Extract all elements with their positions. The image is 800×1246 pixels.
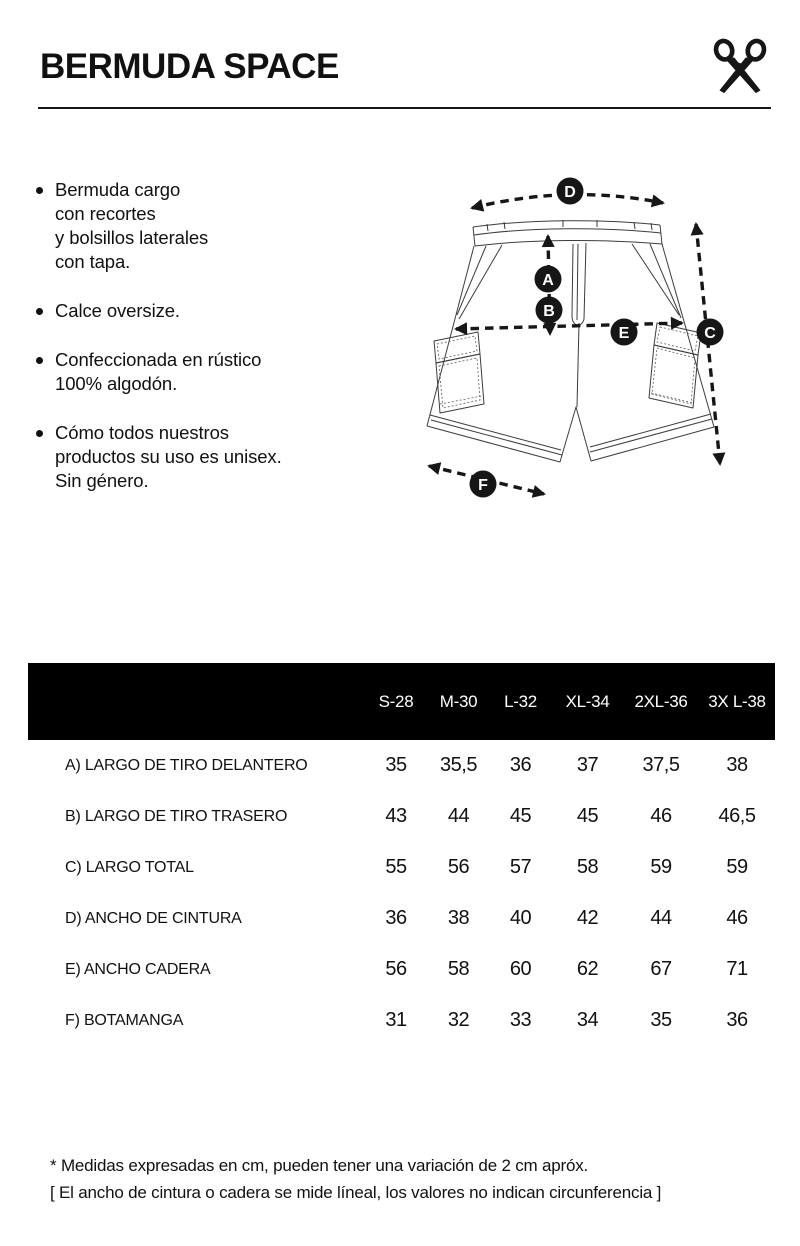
- row-label: F) BOTAMANGA: [65, 1011, 184, 1029]
- cell-value: 36: [726, 1009, 748, 1031]
- measure-arrow-e: [456, 323, 682, 329]
- cell-value: 33: [509, 1009, 532, 1031]
- cell-value: 60: [509, 958, 532, 980]
- cell-value: 71: [726, 958, 748, 980]
- cell-value: 62: [576, 958, 599, 980]
- feature-line: productos su uso es unisex.: [55, 446, 282, 467]
- feature-item: [36, 421, 406, 493]
- table-row: [28, 791, 775, 842]
- cell-value: 46,5: [718, 805, 756, 827]
- bullet-icon: [36, 430, 43, 437]
- cell-value: 45: [509, 805, 532, 827]
- title-divider: [38, 107, 771, 109]
- row-label: A) LARGO DE TIRO DELANTERO: [65, 756, 308, 774]
- feature-line: Calce oversize.: [55, 300, 180, 321]
- table-row: [28, 740, 775, 791]
- cell-value: 35: [385, 754, 407, 776]
- table-row: [28, 995, 775, 1046]
- bullet-icon: [36, 357, 43, 364]
- table-row: [28, 944, 775, 995]
- footnotes: [50, 1152, 770, 1206]
- pocket-stitching: [437, 327, 698, 408]
- row-label: B) LARGO DE TIRO TRASERO: [65, 807, 288, 825]
- cell-value: 37,5: [642, 754, 680, 776]
- feature-item: [36, 348, 406, 396]
- badge-a-letter: A: [542, 272, 554, 289]
- footnote-line: [ El ancho de cintura o cadera se mide líneal, los valores no indican circunferencia ]: [50, 1183, 662, 1202]
- cell-value: 44: [447, 805, 470, 827]
- cell-value: 67: [650, 958, 672, 980]
- product-features: [36, 178, 406, 518]
- bullet-icon: [36, 308, 43, 315]
- size-header-bar: [28, 663, 775, 740]
- size-column-header: S-28: [378, 691, 414, 711]
- cell-value: 31: [385, 1009, 407, 1031]
- cell-value: 38: [447, 907, 470, 929]
- cell-value: 35,5: [440, 754, 477, 776]
- badge-e-letter: E: [618, 325, 630, 342]
- cell-value: 57: [509, 856, 532, 878]
- shorts-measurement-diagram: [410, 158, 800, 520]
- cell-value: 44: [650, 907, 672, 929]
- size-column-header: 3X L-38: [708, 691, 766, 711]
- badge-d-letter: D: [564, 184, 576, 201]
- cell-value: 56: [447, 856, 470, 878]
- cell-value: 35: [650, 1009, 672, 1031]
- feature-line: y bolsillos laterales: [55, 227, 209, 248]
- cell-value: 38: [726, 754, 748, 776]
- feature-line: con tapa.: [55, 251, 131, 272]
- measure-arrows: [429, 195, 720, 494]
- cell-value: 37: [576, 754, 599, 776]
- feature-line: 100% algodón.: [55, 373, 178, 394]
- cell-value: 59: [650, 856, 672, 878]
- scissors-icon: [712, 38, 768, 96]
- feature-item: [36, 178, 406, 274]
- bullet-icon: [36, 187, 43, 194]
- cell-value: 45: [576, 805, 599, 827]
- cell-value: 59: [726, 856, 748, 878]
- feature-line: Bermuda cargo: [55, 179, 181, 200]
- feature-line: con recortes: [55, 203, 156, 224]
- feature-line: Cómo todos nuestros: [55, 422, 229, 443]
- shorts-outline: [427, 220, 714, 462]
- feature-line: Sin género.: [55, 470, 149, 491]
- feature-line: Confeccionada en rústico: [55, 349, 262, 370]
- cell-value: 55: [385, 856, 407, 878]
- size-column-header: 2XL-36: [634, 691, 688, 711]
- cell-value: 46: [726, 907, 748, 929]
- badge-c-letter: C: [704, 325, 716, 342]
- badge-b-letter: B: [543, 303, 555, 320]
- size-column-header: XL-34: [565, 691, 610, 711]
- row-label: D) ANCHO DE CINTURA: [65, 909, 242, 927]
- cell-value: 40: [509, 907, 532, 929]
- cell-value: 36: [509, 754, 532, 776]
- cell-value: 36: [385, 907, 407, 929]
- size-table: [28, 740, 775, 1046]
- cell-value: 56: [385, 958, 407, 980]
- cell-value: 46: [650, 805, 672, 827]
- page-title: BERMUDA SPACE: [40, 47, 339, 86]
- row-label: C) LARGO TOTAL: [65, 858, 194, 876]
- feature-item: [36, 299, 406, 323]
- cell-value: 34: [576, 1009, 599, 1031]
- table-row: [28, 893, 775, 944]
- cell-value: 42: [576, 907, 599, 929]
- table-row: [28, 842, 775, 893]
- size-column-header: M-30: [439, 691, 478, 711]
- cell-value: 43: [385, 805, 407, 827]
- badge-f-letter: F: [478, 477, 488, 494]
- size-column-header: L-32: [504, 691, 537, 711]
- footnote-line: * Medidas expresadas en cm, pueden tener una variación de 2 cm apróx.: [50, 1156, 589, 1175]
- cell-value: 58: [576, 856, 599, 878]
- row-label: E) ANCHO CADERA: [65, 960, 211, 978]
- cell-value: 58: [447, 958, 470, 980]
- cell-value: 32: [447, 1009, 470, 1031]
